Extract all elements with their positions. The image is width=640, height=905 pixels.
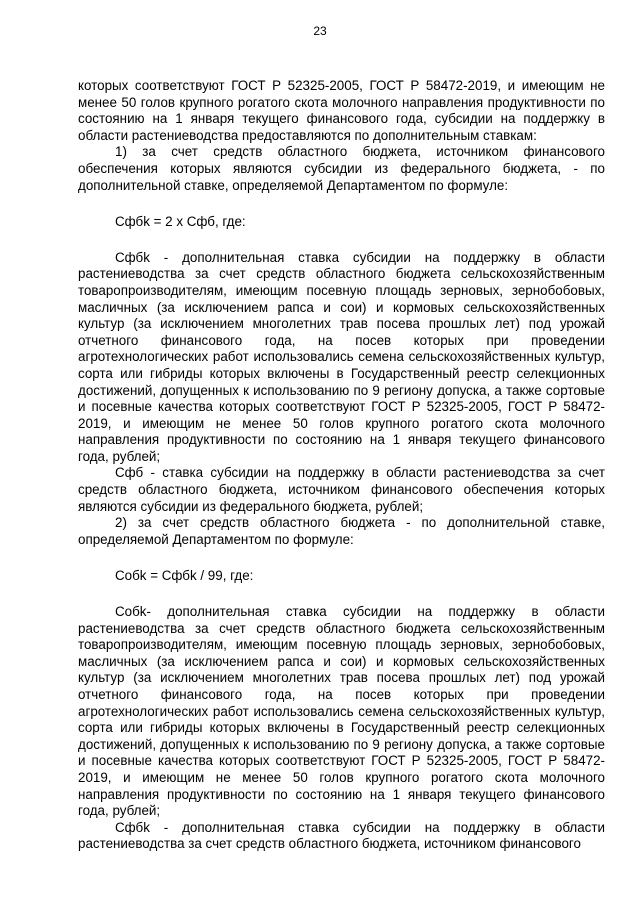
paragraph-def-sfb: Сфб - ставка субсидии на поддержку в области растениеводства за счет средств областного бюджета, источником финансового обеспечения которых являются субсидии из федерального бюджета, рублей; bbox=[78, 465, 605, 514]
paragraph-item-2: 2) за счет средств областного бюджета - по дополнительной ставке, определяемой Департаментом по формуле: bbox=[78, 515, 605, 547]
paragraph-intro: которых соответствуют ГОСТ Р 52325-2005, ГОСТ Р 58472-2019, и имеющим не менее 50 голов крупного рогатого скота молочного направления продуктивности по состоянию на 1 января текущего финансового года, субсидии на поддержку в области растениеводства предоставляются по дополнительным ставкам: bbox=[78, 78, 605, 143]
paragraph-def-sobk: Собk- дополнительная ставка субсидии на поддержку в области растениеводства за счет средств областного бюджета сельскохозяйственным товаропроизводителям, имеющим посевную площадь зерновых, зернобобовых, масличных (за исключением рапса и сои) и кормовых сельскохозяйственных культур (за исключением многолетних трав посева прошлых лет) под урожай отчетного финансового года, на посев которых при проведении агротехнологических работ использовались семена сельскохозяйственных культур, сорта или гибриды которых включены в Государственный реестр селекционных достижений, допущенных к использованию по 9 региону допуска, а также сортовые и посевные качества которых соответствуют ГОСТ Р 52325-2005, ГОСТ Р 58472-2019, и имеющим не менее 50 голов крупного рогатого скота молочного направления продуктивности по состоянию на 1 января текущего финансового года, рублей; bbox=[78, 604, 605, 819]
document-body bbox=[78, 78, 605, 853]
paragraph-def-sfbk-2: Сфбk - дополнительная ставка субсидии на поддержку в области растениеводства за счет средств областного бюджета, источником финансового bbox=[78, 819, 605, 852]
paragraph-item-1: 1) за счет средств областного бюджета, источником финансового обеспечения которых являются субсидии из федерального бюджета, - по дополнительной ставке, определяемой Департаментом по формуле: bbox=[78, 144, 605, 193]
paragraph-def-sfbk: Сфбk - дополнительная ставка субсидии на поддержку в области растениеводства за счет средств областного бюджета сельскохозяйственным товаропроизводителям, имеющим посевную площадь зерновых, зернобобовых, масличных (за исключением рапса и сои) и кормовых сельскохозяйственных культур (за исключением многолетних трав посева прошлых лет) под урожай отчетного финансового года, на посев которых при проведении агротехнологических работ использовались семена сельскохозяйственных культур, сорта или гибриды которых включены в Государственный реестр селекционных достижений, допущенных к использованию по 9 региону допуска, а также сортовые и посевные качества которых соответствуют ГОСТ Р 52325-2005, ГОСТ Р 58472-2019, и имеющим не менее 50 голов крупного рогатого скота молочного направления продуктивности по состоянию на 1 января текущего финансового года, рублей; bbox=[78, 249, 605, 464]
formula-2: Собk = Сфбk / 99, где: bbox=[115, 568, 254, 584]
page-number: 23 bbox=[313, 24, 327, 38]
formula-1: Сфбk = 2 x Сфб, где: bbox=[115, 214, 246, 230]
